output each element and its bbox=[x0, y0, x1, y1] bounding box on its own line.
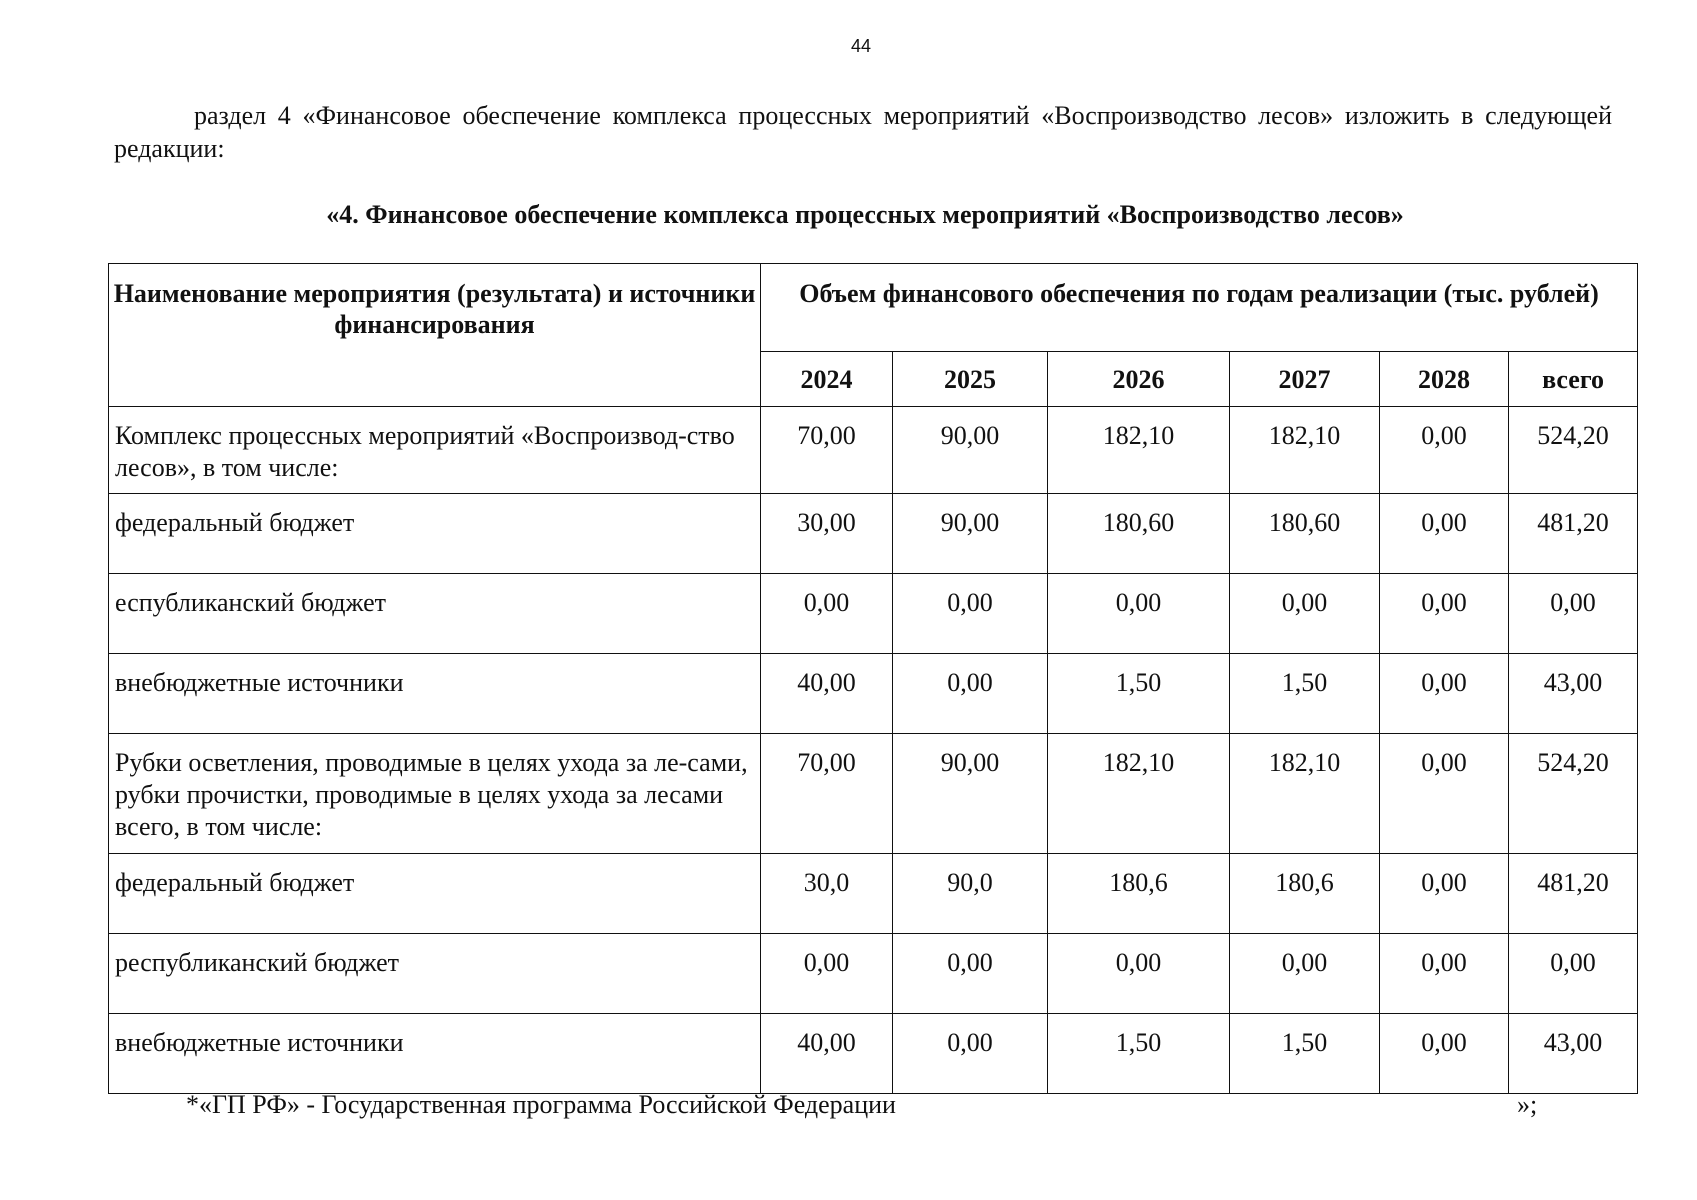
value-cell: 0,00 bbox=[1230, 574, 1380, 654]
value-cell: 40,00 bbox=[761, 1014, 893, 1094]
total-cell: 0,00 bbox=[1509, 574, 1638, 654]
value-cell: 0,00 bbox=[761, 934, 893, 1014]
value-cell: 1,50 bbox=[1048, 1014, 1230, 1094]
value-cell: 0,00 bbox=[1048, 574, 1230, 654]
total-cell: 43,00 bbox=[1509, 1014, 1638, 1094]
value-cell: 0,00 bbox=[1380, 574, 1509, 654]
table-row bbox=[109, 934, 1638, 1014]
value-cell: 0,00 bbox=[1048, 934, 1230, 1014]
value-cell: 0,00 bbox=[1380, 734, 1509, 854]
total-cell: 481,20 bbox=[1509, 854, 1638, 934]
value-cell: 1,50 bbox=[1230, 1014, 1380, 1094]
value-cell: 182,10 bbox=[1230, 734, 1380, 854]
total-cell: 524,20 bbox=[1509, 407, 1638, 494]
value-cell: 0,00 bbox=[1380, 854, 1509, 934]
section-title: «4. Финансовое обеспечение комплекса процессных мероприятий «Воспроизводство лесов» bbox=[326, 200, 1404, 229]
value-cell: 0,00 bbox=[893, 574, 1048, 654]
total-cell: 481,20 bbox=[1509, 494, 1638, 574]
total-cell: 0,00 bbox=[1509, 934, 1638, 1014]
table-row bbox=[109, 854, 1638, 934]
value-cell: 90,00 bbox=[893, 734, 1048, 854]
value-cell: 180,60 bbox=[1048, 494, 1230, 574]
table-row bbox=[109, 494, 1638, 574]
intro-paragraph: раздел 4 «Финансовое обеспечение комплекса процессных мероприятий «Воспроизводство лесов» изложить в следующей редакции: bbox=[114, 101, 1612, 163]
value-cell: 1,50 bbox=[1230, 654, 1380, 734]
table-row bbox=[109, 574, 1638, 654]
total-cell: 43,00 bbox=[1509, 654, 1638, 734]
row-label: Рубки осветления, проводимые в целях ухода за ле-сами, рубки прочистки, проводимые в целях ухода за лесами всего, в том числе: bbox=[109, 734, 761, 854]
table-row bbox=[109, 407, 1638, 494]
total-header: всего bbox=[1509, 352, 1638, 407]
value-cell: 70,00 bbox=[761, 734, 893, 854]
value-cell: 0,00 bbox=[1380, 494, 1509, 574]
page-number: 44 bbox=[850, 36, 872, 56]
row-label: республиканский бюджет bbox=[109, 934, 761, 1014]
value-cell: 0,00 bbox=[893, 1014, 1048, 1094]
value-cell: 90,0 bbox=[893, 854, 1048, 934]
row-label: еспубликанский бюджет bbox=[109, 574, 761, 654]
value-cell: 0,00 bbox=[893, 934, 1048, 1014]
financing-table bbox=[108, 263, 1638, 1094]
volume-column-header: Объем финансового обеспечения по годам реализации (тыс. рублей) bbox=[761, 264, 1638, 352]
total-cell: 524,20 bbox=[1509, 734, 1638, 854]
value-cell: 0,00 bbox=[1380, 934, 1509, 1014]
row-label: внебюджетные источники bbox=[109, 654, 761, 734]
year-header: 2025 bbox=[893, 352, 1048, 407]
value-cell: 0,00 bbox=[1380, 1014, 1509, 1094]
table-row bbox=[109, 734, 1638, 854]
value-cell: 90,00 bbox=[893, 494, 1048, 574]
value-cell: 182,10 bbox=[1048, 734, 1230, 854]
value-cell: 90,00 bbox=[893, 407, 1048, 494]
row-label: федеральный бюджет bbox=[109, 854, 761, 934]
closing-quote: »; bbox=[1517, 1090, 1538, 1119]
value-cell: 70,00 bbox=[761, 407, 893, 494]
table-row bbox=[109, 1014, 1638, 1094]
year-header: 2026 bbox=[1048, 352, 1230, 407]
year-header: 2024 bbox=[761, 352, 893, 407]
value-cell: 182,10 bbox=[1048, 407, 1230, 494]
value-cell: 1,50 bbox=[1048, 654, 1230, 734]
year-header: 2027 bbox=[1230, 352, 1380, 407]
name-column-header: Наименование мероприятия (результата) и источники финансирования bbox=[109, 264, 761, 407]
value-cell: 0,00 bbox=[1380, 407, 1509, 494]
value-cell: 30,00 bbox=[761, 494, 893, 574]
year-header: 2028 bbox=[1380, 352, 1509, 407]
value-cell: 30,0 bbox=[761, 854, 893, 934]
row-label: внебюджетные источники bbox=[109, 1014, 761, 1094]
value-cell: 0,00 bbox=[1380, 654, 1509, 734]
value-cell: 180,60 bbox=[1230, 494, 1380, 574]
value-cell: 180,6 bbox=[1048, 854, 1230, 934]
value-cell: 0,00 bbox=[1230, 934, 1380, 1014]
row-label: Комплекс процессных мероприятий «Воспроизвод-ство лесов», в том числе: bbox=[109, 407, 761, 494]
value-cell: 182,10 bbox=[1230, 407, 1380, 494]
value-cell: 0,00 bbox=[761, 574, 893, 654]
table-row bbox=[109, 654, 1638, 734]
value-cell: 40,00 bbox=[761, 654, 893, 734]
footnote: *«ГП РФ» - Государственная программа Российской Федерации bbox=[186, 1090, 896, 1119]
value-cell: 0,00 bbox=[893, 654, 1048, 734]
row-label: федеральный бюджет bbox=[109, 494, 761, 574]
value-cell: 180,6 bbox=[1230, 854, 1380, 934]
